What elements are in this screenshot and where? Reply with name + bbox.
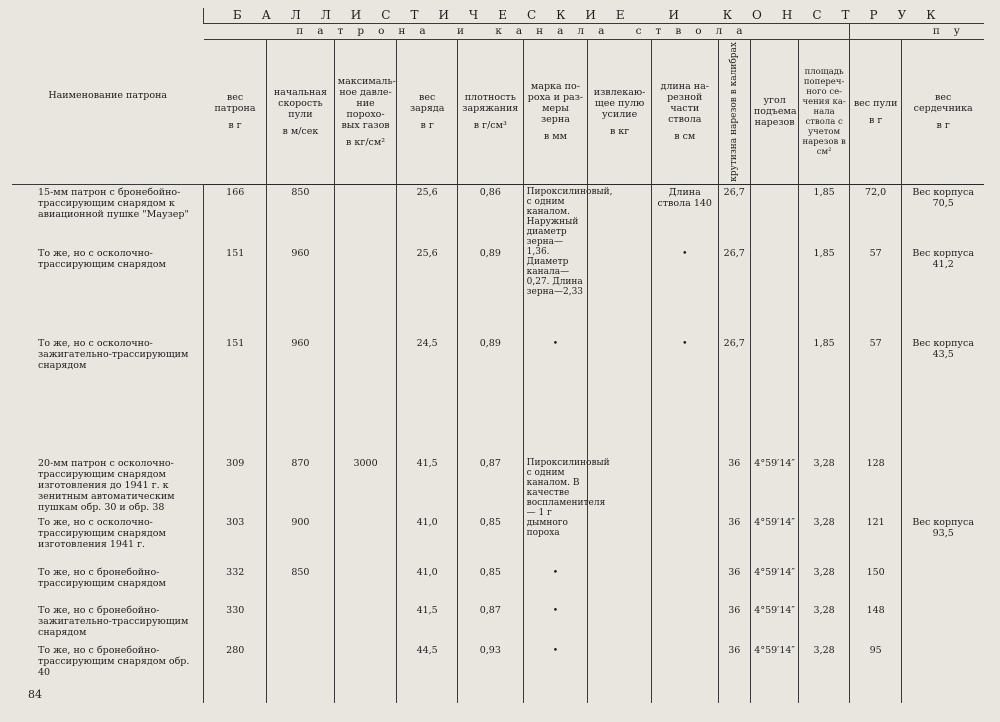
row-name: То же, но с осколочно-трассирующим снарядом bbox=[38, 248, 166, 271]
cell-ploshchad: 1,85 bbox=[799, 336, 850, 456]
cell-serdech bbox=[902, 643, 984, 703]
table-row bbox=[12, 246, 984, 336]
cell-marka: • bbox=[523, 565, 588, 603]
cell-zaryad: 41,5 bbox=[397, 603, 458, 643]
cell-serdech: Вес корпуса 70,5 bbox=[902, 184, 984, 246]
cell-ves-patrona: 151 bbox=[204, 246, 267, 336]
row-name: 20-мм патрон с осколочно-трассирующим снарядом изготовления до 1941 г. к зенитным автоматическим пушкам обр. 30 и обр. 38 bbox=[38, 458, 175, 514]
cell-davlenie: 3000 bbox=[334, 456, 397, 515]
col-ves-patrona: вес патрона в г bbox=[204, 40, 267, 185]
table-row bbox=[12, 184, 984, 246]
table-row bbox=[12, 643, 984, 703]
cell-ves-patrona: 309 bbox=[204, 456, 267, 515]
cell-plotnost: 0,89 bbox=[457, 336, 523, 456]
col-ugol: угол подъема нарезов bbox=[750, 40, 798, 185]
cell-ploshchad: 3,28 bbox=[799, 515, 850, 565]
cell-ugol bbox=[750, 246, 798, 336]
cell-skorost bbox=[267, 643, 335, 703]
cell-krutizna: 26,7 bbox=[718, 336, 750, 456]
cell-davlenie bbox=[334, 184, 397, 246]
cell-ves-patrona: 332 bbox=[204, 565, 267, 603]
cell-ugol: 4°59′14″ bbox=[750, 456, 798, 515]
cell-dlina bbox=[651, 603, 718, 643]
cell-dlina bbox=[651, 565, 718, 603]
cell-ves-puli: 148 bbox=[849, 603, 902, 643]
cell-krutizna: 36 bbox=[718, 456, 750, 515]
cell-skorost: 960 bbox=[267, 336, 335, 456]
cell-ugol bbox=[750, 184, 798, 246]
col-dlina: длина на-резной части ствола в см bbox=[651, 40, 718, 185]
cell-ves-puli: 121 bbox=[849, 515, 902, 565]
cell-serdech bbox=[902, 565, 984, 603]
cell-krutizna: 26,7 bbox=[718, 246, 750, 336]
cell-zaryad: 41,0 bbox=[397, 565, 458, 603]
cell-ploshchad: 3,28 bbox=[799, 456, 850, 515]
cell-marka: • bbox=[523, 643, 588, 703]
row-name: То же, но с осколочно-зажигательно-трассирующим снарядом bbox=[38, 338, 189, 372]
cell-marka: • bbox=[523, 603, 588, 643]
cell-plotnost: 0,93 bbox=[457, 643, 523, 703]
cell-marka: Пироксилиновый с одним каналом. В качестве воспламенителя — 1 г дымного пороха bbox=[523, 456, 588, 565]
row-name: То же, но с бронебойно-трассирующим снарядом bbox=[38, 567, 166, 590]
cell-dlina: • bbox=[651, 336, 718, 456]
cell-dlina bbox=[651, 643, 718, 703]
cell-izvlek bbox=[588, 246, 652, 336]
cell-zaryad: 25,6 bbox=[397, 184, 458, 246]
cell-serdech: Вес корпуса 41,2 bbox=[902, 246, 984, 336]
cell-davlenie bbox=[334, 565, 397, 603]
page-number: 84 bbox=[28, 688, 42, 701]
cell-plotnost: 0,86 bbox=[457, 184, 523, 246]
cell-krutizna: 26,7 bbox=[718, 184, 750, 246]
cell-plotnost: 0,85 bbox=[457, 565, 523, 603]
cell-ploshchad: 1,85 bbox=[799, 246, 850, 336]
cell-skorost: 850 bbox=[267, 184, 335, 246]
cell-zaryad: 41,5 bbox=[397, 456, 458, 515]
subtitle-cartridge-barrel: патрона и канала ствола bbox=[204, 24, 849, 40]
cell-krutizna: 36 bbox=[718, 643, 750, 703]
row-name: То же, но с осколочно-трассирующим снарядом изготовления 1941 г. bbox=[38, 517, 166, 551]
cell-serdech: Вес корпуса 93,5 bbox=[902, 515, 984, 565]
cell-zaryad: 44,5 bbox=[397, 643, 458, 703]
cell-plotnost: 0,89 bbox=[457, 246, 523, 336]
cell-izvlek bbox=[588, 515, 652, 565]
cell-davlenie bbox=[334, 643, 397, 703]
cell-ves-patrona: 303 bbox=[204, 515, 267, 565]
cell-ves-puli: 57 bbox=[849, 336, 902, 456]
col-ves-zaryada: вес заряда в г bbox=[397, 40, 458, 185]
cell-skorost: 870 bbox=[267, 456, 335, 515]
cell-ves-patrona: 166 bbox=[204, 184, 267, 246]
cell-dlina: • bbox=[651, 246, 718, 336]
table-row bbox=[12, 603, 984, 643]
cell-marka: Пироксилиновый, с одним каналом. Наружный диаметр зерна—1,36. Диаметр канала—0,27. Длина зерна—2,33 bbox=[523, 184, 588, 336]
cell-plotnost: 0,85 bbox=[457, 515, 523, 565]
row-name: То же, но с бронебойно-зажигательно-трассирующим снарядом bbox=[38, 605, 189, 639]
cell-skorost: 850 bbox=[267, 565, 335, 603]
cell-izvlek bbox=[588, 565, 652, 603]
cell-serdech bbox=[902, 456, 984, 515]
cell-ves-puli: 95 bbox=[849, 643, 902, 703]
cell-zaryad: 24,5 bbox=[397, 336, 458, 456]
name-column-header: Наименование патрона bbox=[12, 8, 204, 184]
cell-serdech: Вес корпуса 43,5 bbox=[902, 336, 984, 456]
col-ploshchad: площадь попереч-ного се-чения ка-нала ствола с учетом нарезов в см² bbox=[799, 40, 850, 185]
cell-ugol bbox=[750, 336, 798, 456]
cell-davlenie bbox=[334, 336, 397, 456]
table-row bbox=[12, 515, 984, 565]
cell-ugol: 4°59′14″ bbox=[750, 603, 798, 643]
cell-ploshchad: 3,28 bbox=[799, 603, 850, 643]
subtitle-bullet: пу bbox=[849, 24, 984, 40]
cell-skorost: 960 bbox=[267, 246, 335, 336]
table-row bbox=[12, 565, 984, 603]
cell-marka: • bbox=[523, 336, 588, 456]
cell-ploshchad: 3,28 bbox=[799, 643, 850, 703]
cell-ugol: 4°59′14″ bbox=[750, 643, 798, 703]
cell-ploshchad: 3,28 bbox=[799, 565, 850, 603]
cell-izvlek bbox=[588, 603, 652, 643]
top-title: БАЛЛИСТИЧЕСКИЕ И КОНСТРУК bbox=[204, 8, 984, 24]
cell-skorost bbox=[267, 603, 335, 643]
col-ves-serdech: вес сердечника в г bbox=[902, 40, 984, 185]
col-max-davlenie: максималь-ное давле-ние порохо-вых газов в кг/см² bbox=[334, 40, 397, 185]
table-row bbox=[12, 336, 984, 456]
cell-ves-puli: 128 bbox=[849, 456, 902, 515]
cell-davlenie bbox=[334, 246, 397, 336]
cell-skorost: 900 bbox=[267, 515, 335, 565]
cell-plotnost: 0,87 bbox=[457, 456, 523, 515]
col-plotnost: плотность заряжания в г/см³ bbox=[457, 40, 523, 185]
col-marka: марка по-роха и раз-меры зерна в мм bbox=[523, 40, 588, 185]
cell-ves-patrona: 330 bbox=[204, 603, 267, 643]
cell-ves-patrona: 280 bbox=[204, 643, 267, 703]
cell-ves-puli: 150 bbox=[849, 565, 902, 603]
cell-ves-puli: 57 bbox=[849, 246, 902, 336]
cell-dlina bbox=[651, 456, 718, 515]
cell-ugol: 4°59′14″ bbox=[750, 565, 798, 603]
col-ves-puli: вес пули в г bbox=[849, 40, 902, 185]
cell-ves-puli: 72,0 bbox=[849, 184, 902, 246]
cell-izvlek bbox=[588, 336, 652, 456]
cell-davlenie bbox=[334, 515, 397, 565]
cell-krutizna: 36 bbox=[718, 565, 750, 603]
ballistic-table bbox=[12, 8, 984, 703]
cell-dlina bbox=[651, 515, 718, 565]
col-izvlek: извлекаю-щее пулю усилие в кг bbox=[588, 40, 652, 185]
cell-dlina: Длина ствола 140 bbox=[651, 184, 718, 246]
col-krutizna: крутизна нарезов в калибрах bbox=[718, 40, 750, 185]
cell-zaryad: 41,0 bbox=[397, 515, 458, 565]
cell-ugol: 4°59′14″ bbox=[750, 515, 798, 565]
cell-zaryad: 25,6 bbox=[397, 246, 458, 336]
cell-ploshchad: 1,85 bbox=[799, 184, 850, 246]
cell-krutizna: 36 bbox=[718, 603, 750, 643]
row-name: То же, но с бронебойно-трассирующим снарядом обр. 40 bbox=[38, 645, 190, 679]
cell-krutizna: 36 bbox=[718, 515, 750, 565]
cell-izvlek bbox=[588, 643, 652, 703]
cell-plotnost: 0,87 bbox=[457, 603, 523, 643]
cell-ves-patrona: 151 bbox=[204, 336, 267, 456]
table-row bbox=[12, 456, 984, 515]
cell-davlenie bbox=[334, 603, 397, 643]
col-nach-skorost: начальная скорость пули в м/сек bbox=[267, 40, 335, 185]
row-name: 15-мм патрон с бронебойно-трассирующим снарядом к авиационной пушке "Маузер" bbox=[38, 186, 189, 220]
cell-serdech bbox=[902, 603, 984, 643]
